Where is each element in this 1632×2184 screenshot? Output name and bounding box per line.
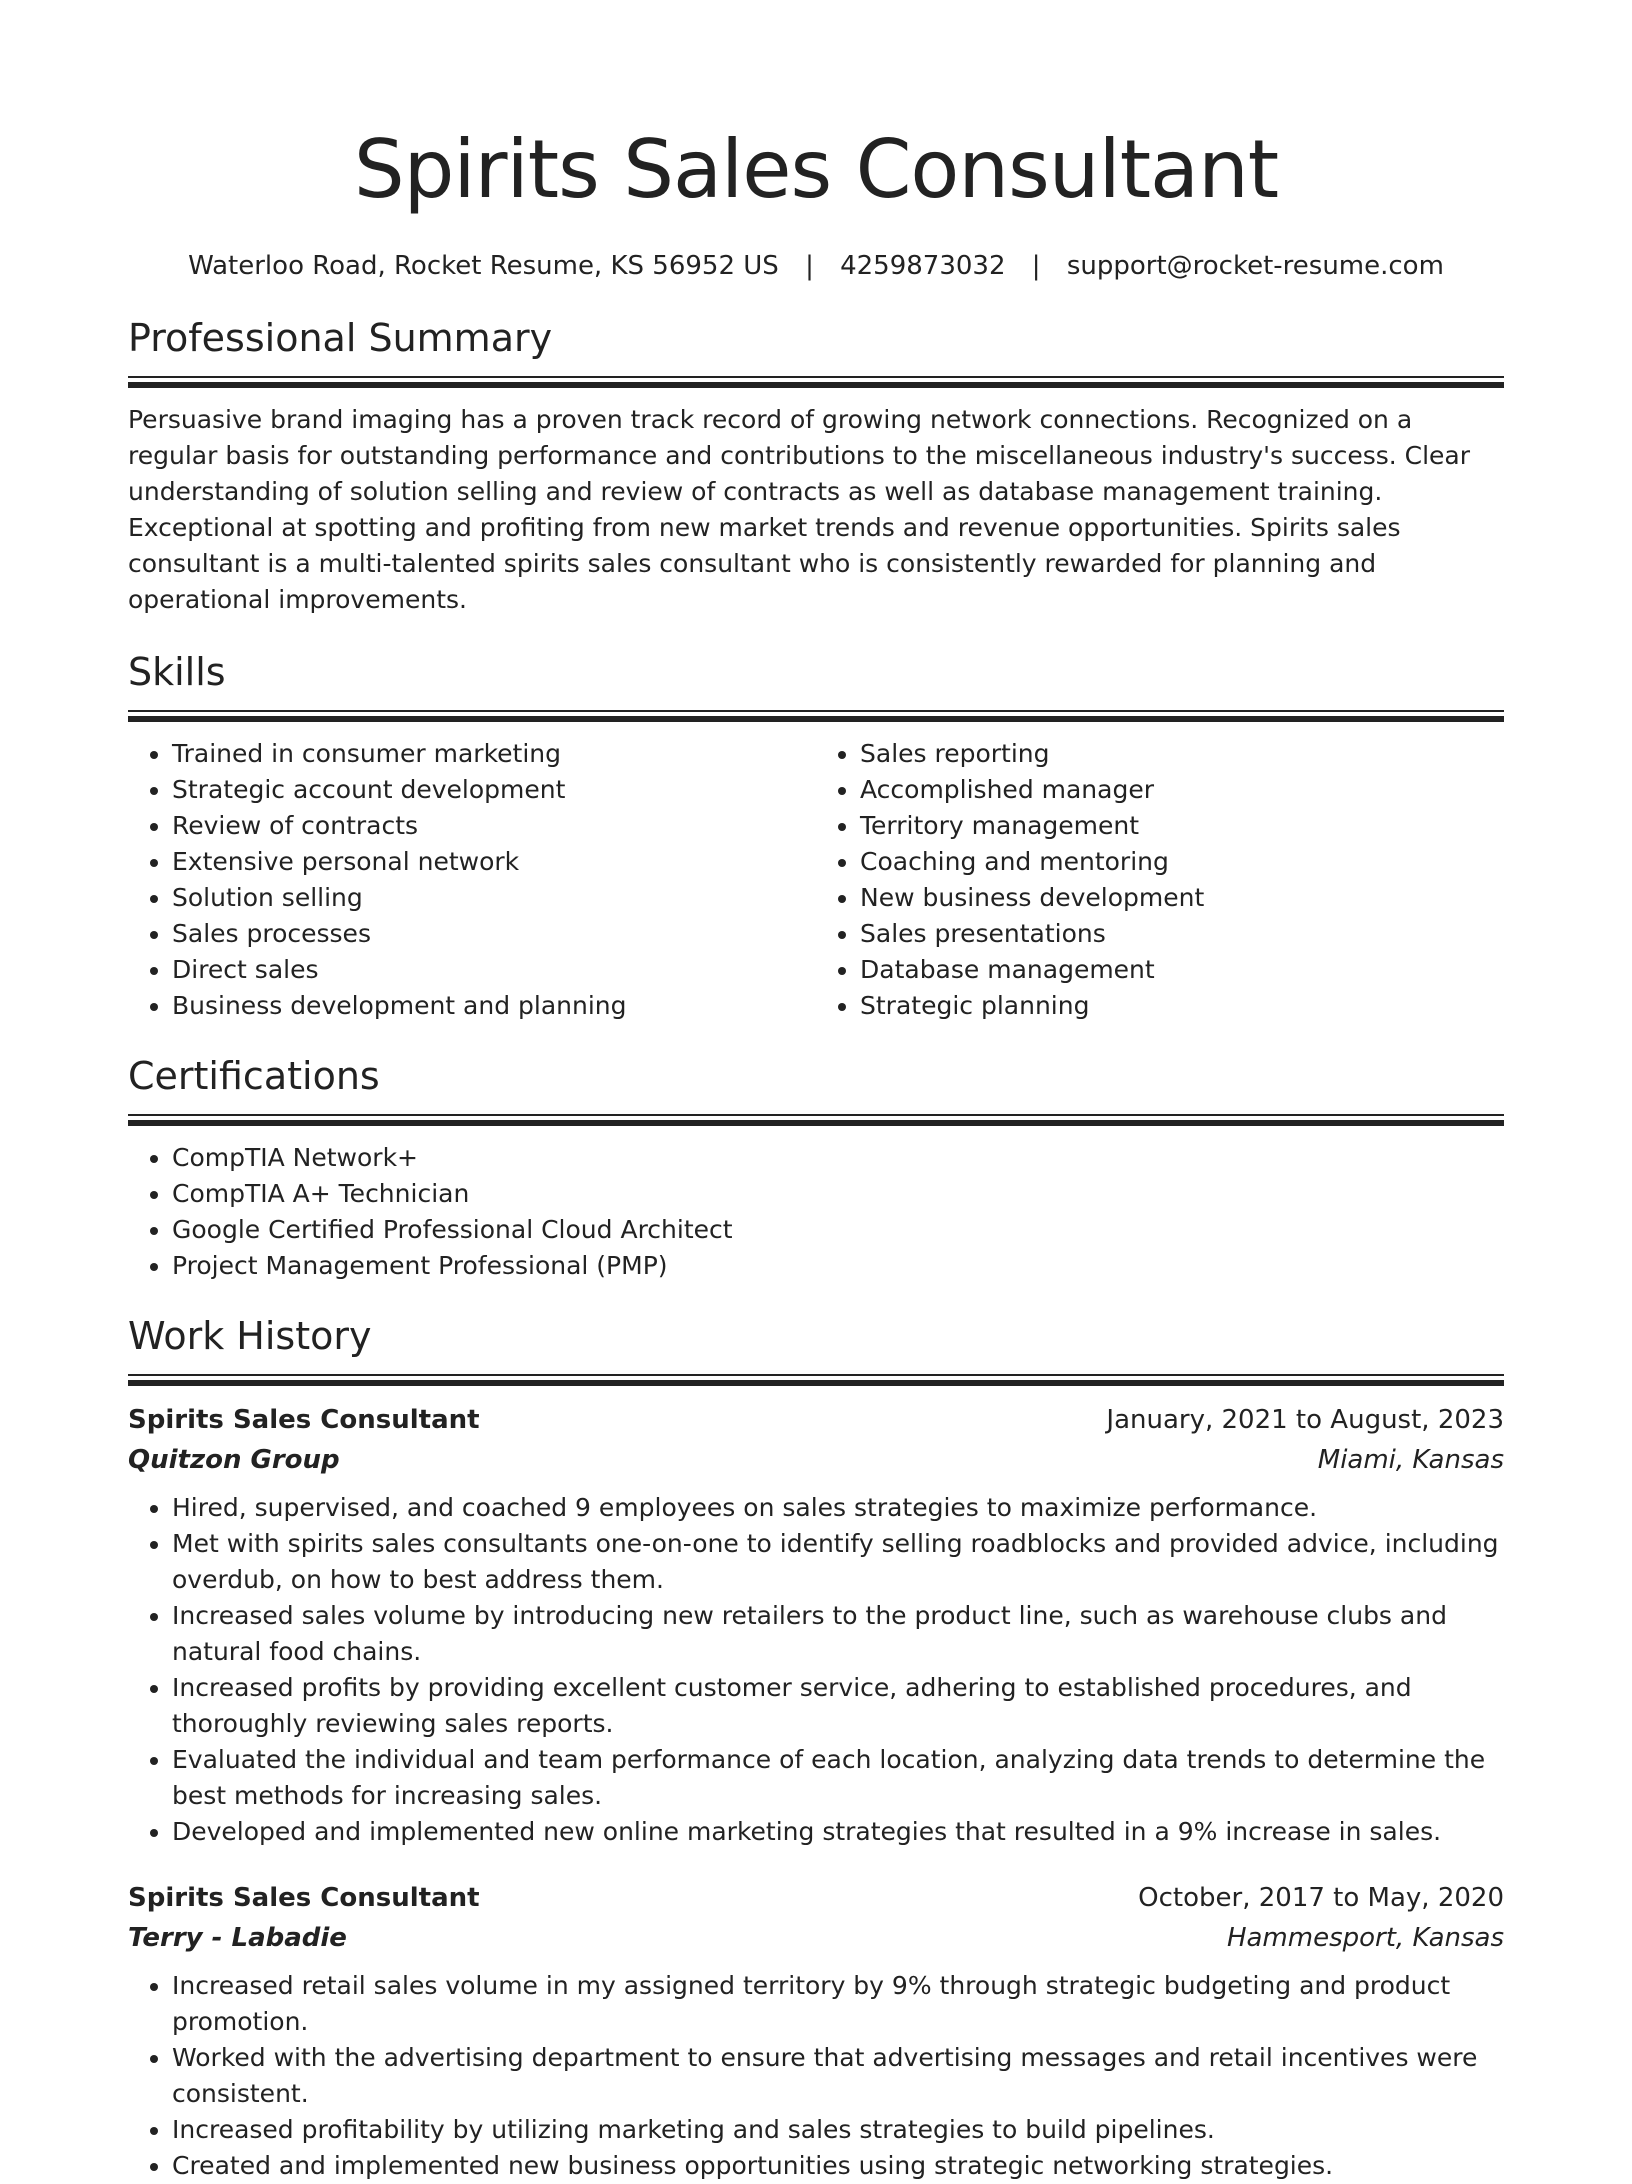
certifications-title: Certifications: [128, 1054, 380, 1098]
skill-item: • New business development: [860, 880, 1504, 916]
job-subheader: [128, 1440, 1504, 1480]
skills-columns: [128, 722, 1504, 1024]
work-section: [128, 1312, 1504, 2184]
skill-item: • Business development and planning: [172, 988, 816, 1024]
skill-item: • Strategic account development: [172, 772, 816, 808]
job-company: Terry - Labadie: [128, 1923, 347, 1953]
job-dates: October, 2017 to May, 2020: [1138, 1883, 1504, 1913]
skill-item: • Sales processes: [172, 916, 816, 952]
contact-line: [128, 248, 1504, 284]
skill-item: • Territory management: [860, 808, 1504, 844]
job-title: Spirits Sales Consultant: [128, 1405, 480, 1435]
skill-item: • Direct sales: [172, 952, 816, 988]
job-bullet: • Developed and implemented new online marketing strategies that resulted in a 9% increase in sales.: [172, 1814, 1504, 1850]
job-dates: January, 2021 to August, 2023: [1106, 1405, 1504, 1435]
skill-item: • Trained in consumer marketing: [172, 736, 816, 772]
work-title: Work History: [128, 1314, 372, 1358]
certifications-section: [128, 1052, 1504, 1284]
email: support@rocket-resume.com: [1066, 251, 1444, 281]
skill-item: • Sales presentations: [860, 916, 1504, 952]
job-bullet: • Worked with the advertising department to ensure that advertising messages and retail incentives were consistent.: [172, 2040, 1504, 2112]
skill-item: • Sales reporting: [860, 736, 1504, 772]
certifications-list: [128, 1140, 1504, 1284]
summary-section: [128, 314, 1504, 618]
job-company: Quitzon Group: [128, 1445, 340, 1475]
summary-text: Persuasive brand imaging has a proven track record of growing network connections. Recognized on a regular basis for outstanding performance and contributions to the miscellaneous industry's success. Clear understanding of solution selling and review of contracts as well as database management training. Exceptional at spotting and profiting from new market trends and revenue opportunities. Spirits sales consultant is a multi-talented spirits sales consultant who is consistently rewarded for planning and operational improvements.: [128, 405, 1471, 614]
job-location: Hammesport, Kansas: [1226, 1923, 1504, 1953]
job-bullet: • Increased profitability by utilizing marketing and sales strategies to build pipelines.: [172, 2112, 1504, 2148]
contact-separator: |: [1031, 251, 1041, 281]
section-divider: [128, 710, 1504, 722]
certification-item: • Project Management Professional (PMP): [172, 1248, 1504, 1284]
skill-item: • Solution selling: [172, 880, 816, 916]
job-bullet: • Increased profits by providing excellent customer service, adhering to established procedures, and thoroughly reviewing sales reports.: [172, 1670, 1504, 1742]
job-bullet: • Met with spirits sales consultants one-on-one to identify selling roadblocks and provided advice, including overdub, on how to best address them.: [172, 1526, 1504, 1598]
contact-separator: |: [805, 251, 814, 281]
address: Waterloo Road, Rocket Resume, KS 56952 US: [188, 251, 779, 281]
skill-item: • Strategic planning: [860, 988, 1504, 1024]
job-bullet: • Created and implemented new business opportunities using strategic networking strategies.: [172, 2148, 1504, 2184]
page-title: Spirits Sales Consultant: [353, 123, 1279, 216]
summary-title: Professional Summary: [128, 316, 553, 360]
job-bullet: • Hired, supervised, and coached 9 employees on sales strategies to maximize performance.: [172, 1490, 1504, 1526]
job-bullet: • Increased sales volume by introducing new retailers to the product line, such as warehouse clubs and natural food chains.: [172, 1598, 1504, 1670]
section-divider: [128, 1114, 1504, 1126]
skill-item: • Review of contracts: [172, 808, 816, 844]
skill-item: • Accomplished manager: [860, 772, 1504, 808]
job-subheader: [128, 1918, 1504, 1958]
skills-list-left: [128, 736, 816, 1024]
job-title: Spirits Sales Consultant: [128, 1883, 480, 1913]
phone: 4259873032: [840, 251, 1006, 281]
job-bullet: • Increased retail sales volume in my assigned territory by 9% through strategic budgeting and product promotion.: [172, 1968, 1504, 2040]
section-divider: [128, 376, 1504, 388]
skills-title: Skills: [128, 650, 226, 694]
certification-item: • CompTIA Network+: [172, 1140, 1504, 1176]
job-bullets: [128, 1490, 1504, 1850]
job-bullet: • Evaluated the individual and team performance of each location, analyzing data trends to determine the best methods for increasing sales.: [172, 1742, 1504, 1814]
job-entry: [128, 1400, 1504, 1850]
job-bullets: [128, 1968, 1504, 2184]
certification-item: • Google Certified Professional Cloud Architect: [172, 1212, 1504, 1248]
job-header: [128, 1400, 1504, 1440]
job-entry: [128, 1878, 1504, 2184]
skill-item: • Extensive personal network: [172, 844, 816, 880]
skill-item: • Database management: [860, 952, 1504, 988]
skill-item: • Coaching and mentoring: [860, 844, 1504, 880]
job-header: [128, 1878, 1504, 1918]
job-location: Miami, Kansas: [1317, 1445, 1504, 1475]
skills-section: [128, 648, 1504, 1024]
certification-item: • CompTIA A+ Technician: [172, 1176, 1504, 1212]
skills-list-right: [816, 736, 1504, 1024]
section-divider: [128, 1374, 1504, 1386]
